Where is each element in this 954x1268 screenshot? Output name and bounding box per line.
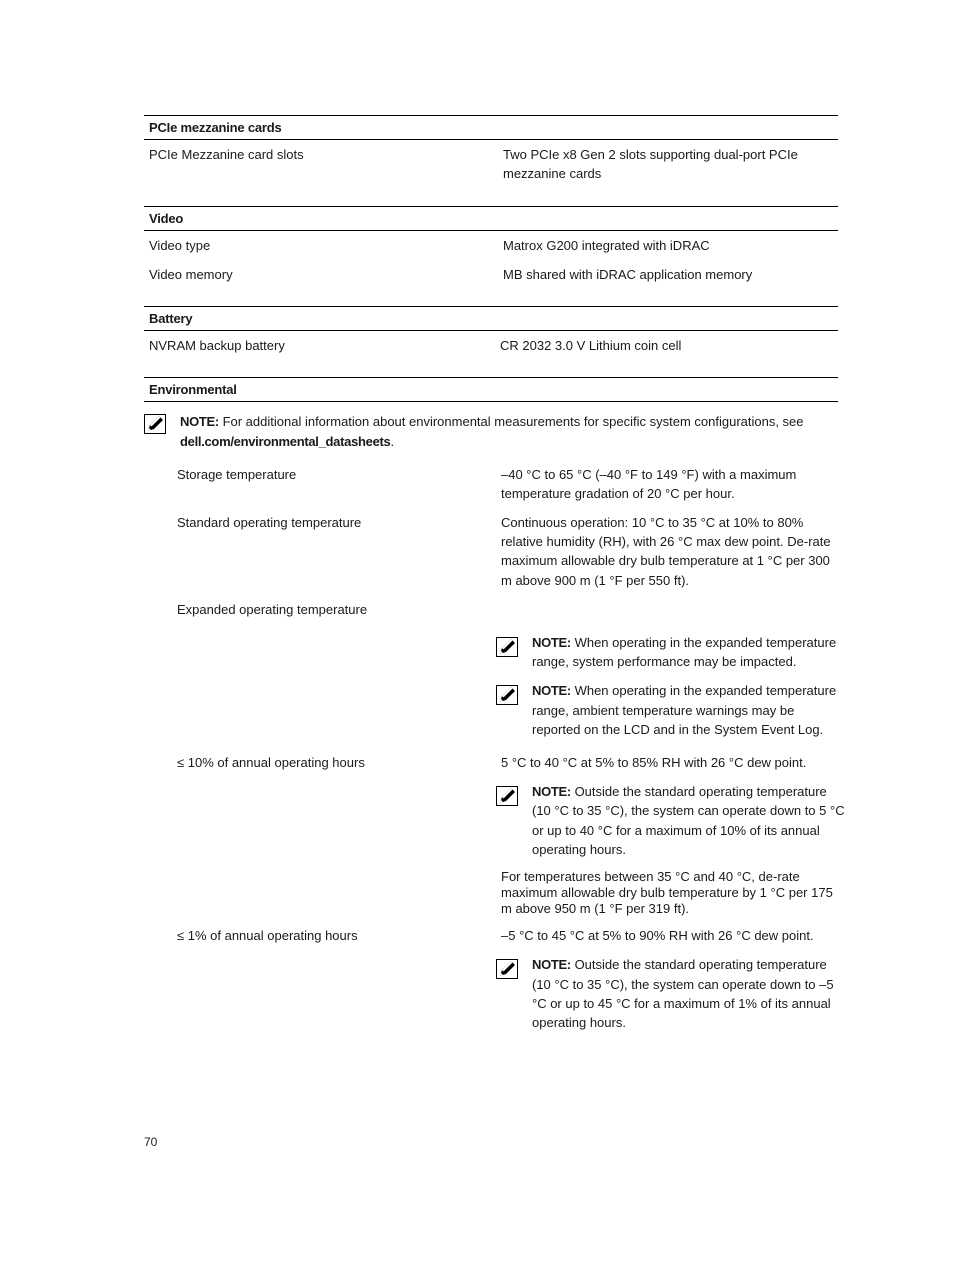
row-value: temperature gradation of 20 °C per hour.: [501, 486, 735, 501]
row-value: Two PCIe x8 Gen 2 slots supporting dual-port PCIe: [503, 147, 798, 162]
row-label: Video type: [149, 238, 211, 253]
section-title: Environmental: [149, 382, 237, 397]
note-text: °C or up to 45 °C for a maximum of 1% of its annual: [532, 996, 831, 1011]
note-label: NOTE:: [532, 957, 571, 972]
section-header-battery: [144, 306, 838, 331]
note-text: reported on the LCD and in the System Event Log.: [532, 722, 824, 737]
section-title: Battery: [149, 311, 193, 326]
row-value: 5 °C to 40 °C at 5% to 85% RH with 26 °C dew point.: [501, 755, 807, 770]
note-text: (10 °C to 35 °C), the system can operate down to 5 °C: [532, 803, 845, 818]
row-label: ≤ 10% of annual operating hours: [177, 755, 365, 770]
environmental-note: [180, 412, 804, 431]
note-text: When operating in the expanded temperature: [570, 635, 837, 650]
environmental-note-link-line: [180, 432, 394, 451]
row-value: maximum allowable dry bulb temperature at 1 °C per 300: [501, 553, 830, 568]
row-value: Continuous operation: 10 °C to 35 °C at 10% to 80%: [501, 515, 804, 530]
note-text: Outside the standard operating temperature: [570, 784, 827, 799]
derate-text: For temperatures between 35 °C and 40 °C, de-rate: [501, 869, 800, 884]
pencil-note-icon: [144, 414, 166, 434]
row-value: –40 °C to 65 °C (–40 °F to 149 °F) with a maximum: [501, 467, 797, 482]
section-header-video: [144, 206, 838, 231]
note-text: When operating in the expanded temperature: [570, 683, 837, 698]
row-value: –5 °C to 45 °C at 5% to 90% RH with 26 °C dew point.: [501, 928, 814, 943]
row-label: Storage temperature: [177, 467, 297, 482]
note-label: NOTE:: [532, 683, 571, 698]
row-value: Matrox G200 integrated with iDRAC: [503, 238, 710, 253]
note-text: or up to 40 °C for a maximum of 10% of its annual: [532, 823, 820, 838]
datasheets-link[interactable]: dell.com/environmental_datasheets: [180, 434, 391, 449]
section-title: Video: [149, 211, 184, 226]
row-value: mezzanine cards: [503, 166, 602, 181]
row-label: NVRAM backup battery: [149, 338, 285, 353]
row-label: PCIe Mezzanine card slots: [149, 147, 304, 162]
note-text: operating hours.: [532, 842, 626, 857]
pencil-note-icon: [496, 786, 518, 806]
section-header-environmental: [144, 377, 838, 402]
note-text: range, ambient temperature warnings may be: [532, 703, 795, 718]
section-header-pcie: [144, 115, 838, 140]
page-number: 70: [144, 1135, 158, 1149]
note-suffix: .: [390, 434, 395, 449]
derate-text: maximum allowable dry bulb temperature by 1 °C per 175: [501, 885, 833, 900]
note-text: range, system performance may be impacted.: [532, 654, 797, 669]
section-title: PCIe mezzanine cards: [149, 120, 282, 135]
row-value: relative humidity (RH), with 26 °C max dew point. De-rate: [501, 534, 831, 549]
note-text: Outside the standard operating temperature: [570, 957, 827, 972]
row-label: Standard operating temperature: [177, 515, 362, 530]
one-percent-note: [532, 955, 827, 974]
pencil-note-icon: [496, 685, 518, 705]
note-text: For additional information about environmental measurements for specific system configurations, see: [218, 414, 804, 429]
expanded-note-2: [532, 681, 836, 700]
pencil-note-icon: [496, 637, 518, 657]
expanded-note-1: [532, 633, 836, 652]
derate-text: m above 950 m (1 °F per 319 ft).: [501, 901, 690, 916]
row-label: Video memory: [149, 267, 233, 282]
note-text: (10 °C to 35 °C), the system can operate down to –5: [532, 977, 834, 992]
row-label: Expanded operating temperature: [177, 602, 368, 617]
note-text: operating hours.: [532, 1015, 626, 1030]
note-label: NOTE:: [180, 414, 219, 429]
note-label: NOTE:: [532, 635, 571, 650]
ten-percent-note: [532, 782, 827, 801]
row-value: CR 2032 3.0 V Lithium coin cell: [500, 338, 682, 353]
pencil-note-icon: [496, 959, 518, 979]
row-value: m above 900 m (1 °F per 550 ft).: [501, 573, 690, 588]
row-value: MB shared with iDRAC application memory: [503, 267, 753, 282]
note-label: NOTE:: [532, 784, 571, 799]
row-label: ≤ 1% of annual operating hours: [177, 928, 358, 943]
